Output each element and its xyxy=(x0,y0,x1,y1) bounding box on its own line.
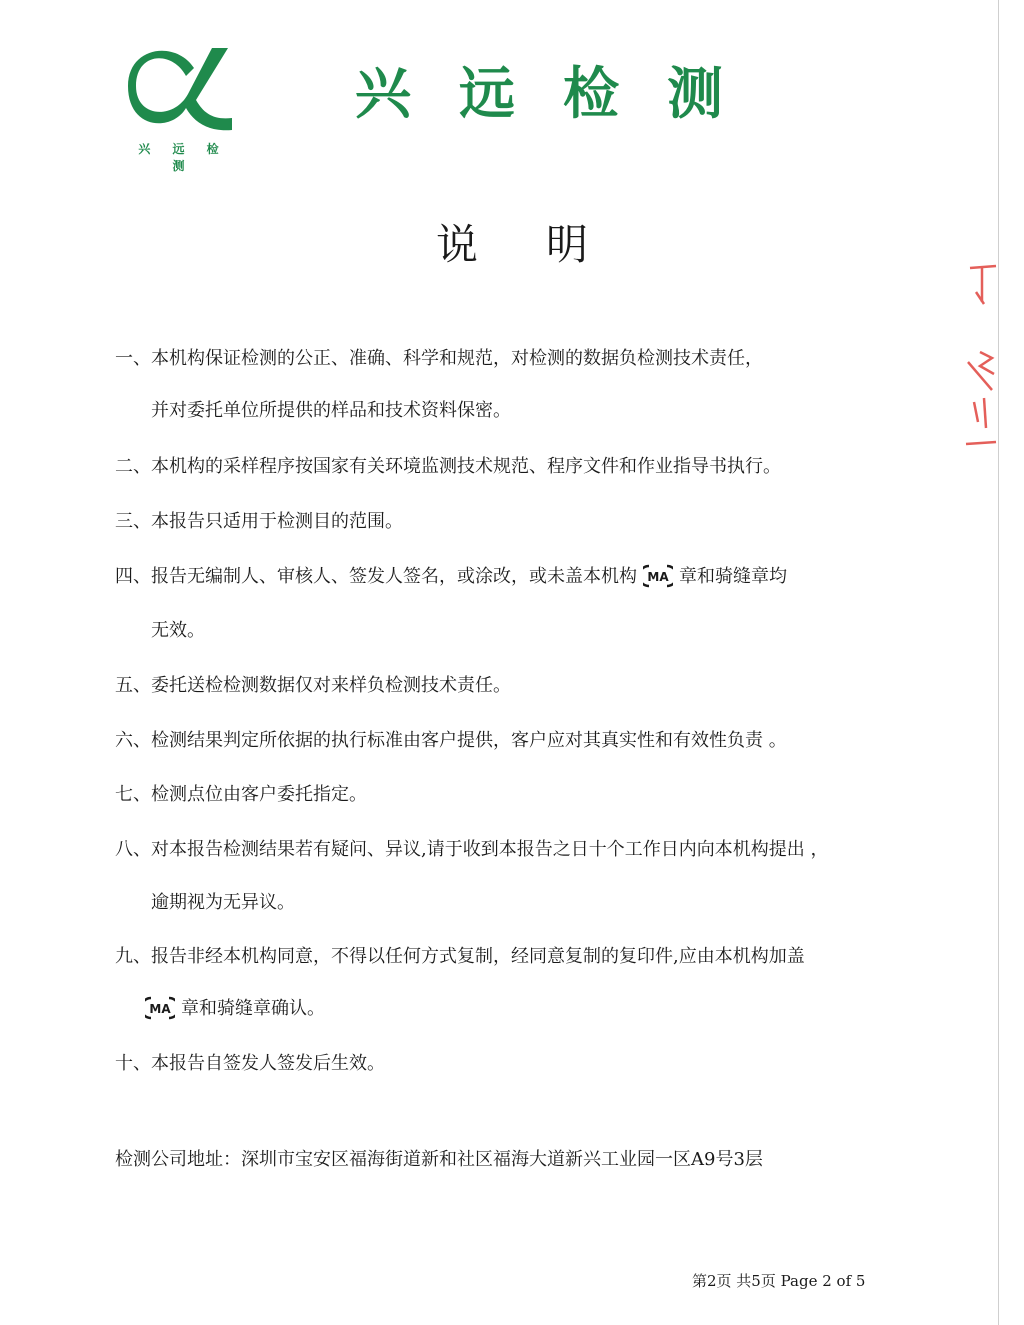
clause-5: 五、委托送检检测数据仅对来样负检测技术责任。 xyxy=(115,675,511,696)
seal-stamp-icon xyxy=(962,262,998,452)
cma-mark-icon xyxy=(643,564,673,588)
clause-4-text: 四、报告无编制人、审核人、签发人签名，或涂改，或未盖本机构 xyxy=(115,566,637,587)
clause-1: 一、本机构保证检测的公正、准确、科学和规范，对检测的数据负检测技术责任， xyxy=(115,348,763,369)
clause-9: 九、报告非经本机构同意，不得以任何方式复制，经同意复制的复印件,应由本机构加盖 xyxy=(115,946,805,967)
clause-2: 二、本机构的采样程序按国家有关环境监测技术规范、程序文件和作业指导书执行。 xyxy=(115,456,781,477)
clause-4 xyxy=(115,564,787,590)
page-number: 第2页 共5页 Page 2 of 5 xyxy=(692,1272,866,1290)
company-logo xyxy=(128,38,238,173)
page-title: 说明 xyxy=(435,220,656,269)
company-address: 检测公司地址：深圳市宝安区福海街道新和社区福海大道新兴工业园一区A9号3层 xyxy=(115,1149,763,1170)
seam-seal-stamp xyxy=(962,262,998,452)
clause-4-text-after: 章和骑缝章均 xyxy=(679,566,787,587)
clause-8-continued: 逾期视为无异议。 xyxy=(151,892,295,913)
clause-8: 八、对本报告检测结果若有疑问、异议,请于收到本报告之日十个工作日内向本机构提出 ， xyxy=(115,839,829,860)
company-name: 兴远检测 xyxy=(355,62,771,127)
clause-4-continued: 无效。 xyxy=(151,620,205,641)
cma-mark-label: MA xyxy=(149,1002,171,1016)
cma-mark-label: MA xyxy=(647,570,669,584)
clause-9-text: 章和骑缝章确认。 xyxy=(181,998,325,1019)
clause-3: 三、本报告只适用于检测目的范围。 xyxy=(115,511,403,532)
scan-edge-line xyxy=(998,0,999,1325)
clause-9-continued xyxy=(145,996,325,1022)
cma-mark-icon xyxy=(145,996,175,1020)
clause-6: 六、检测结果判定所依据的执行标准由客户提供，客户应对其真实性和有效性负责 。 xyxy=(115,730,787,751)
clause-10: 十、本报告自签发人签发后生效。 xyxy=(115,1053,385,1074)
clause-7: 七、检测点位由客户委托指定。 xyxy=(115,784,367,805)
clause-1-continued: 并对委托单位所提供的样品和技术资料保密。 xyxy=(151,400,511,421)
logo-mark-icon xyxy=(128,38,238,138)
logo-caption: 兴 远 检 测 xyxy=(138,142,228,173)
